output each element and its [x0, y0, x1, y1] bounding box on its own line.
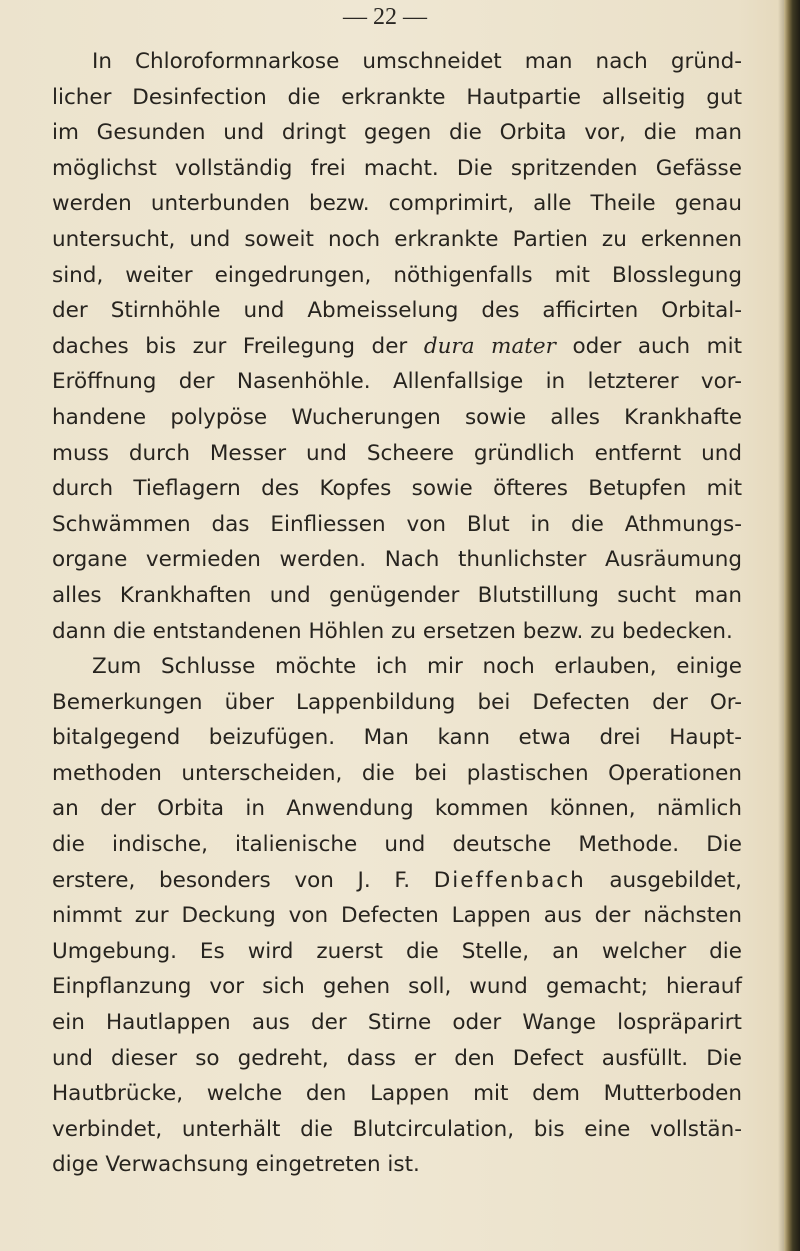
text-line: die indische, italienische und deutsche Methode. Die [52, 832, 742, 858]
text-line: untersucht, und soweit noch erkrankte Partien zu erkennen [52, 226, 742, 252]
text-segment: ausgebildet, [585, 867, 742, 893]
text-line: durch Tieflagern des Kopfes sowie öfteres Betupfen mit [52, 476, 742, 502]
body-text [52, 44, 742, 1183]
spaced-name: Dieffenbach [433, 867, 586, 893]
text-line: nimmt zur Deckung von Defecten Lappen aus der nächsten [52, 903, 742, 929]
text-line: handene polypöse Wucherungen sowie alles Krankhafte [52, 404, 742, 430]
text-line: an der Orbita in Anwendung kommen können, nämlich [52, 796, 742, 822]
text-line: dige Verwachsung eingetreten ist. [52, 1152, 420, 1178]
text-line: Umgebung. Es wird zuerst die Stelle, an welcher die [52, 938, 742, 964]
text-line: licher Desinfection die erkrankte Hautpartie allseitig gut [52, 84, 742, 110]
text-line: Eröffnung der Nasenhöhle. Allenfallsige in letzterer vor- [52, 369, 742, 395]
text-line: Schwämmen das Einfliessen von Blut in die Athmungs- [52, 511, 742, 537]
italic-term: dura mater [423, 333, 556, 359]
text-line: In Chloroformnarkose umschneidet man nach gründ- [92, 49, 742, 74]
text-line: muss durch Messer und Scheere gründlich entfernt und [52, 440, 742, 466]
text-line: dann die entstandenen Höhlen zu ersetzen bezw. zu bedecken. [52, 618, 733, 644]
text-line: der Stirnhöhle und Abmeisselung des afficirten Orbital- [52, 298, 742, 324]
text-line [52, 863, 742, 899]
text-line: Einpflanzung vor sich gehen soll, wund gemacht; hierauf [52, 974, 742, 1000]
text-line: verbindet, unterhält die Blutcirculation, bis eine vollstän- [52, 1116, 742, 1142]
text-line: alles Krankhaften und genügender Blutstillung sucht man [52, 582, 742, 608]
text-line: methoden unterscheiden, die bei plastischen Operationen [52, 760, 742, 786]
text-line: organe vermieden werden. Nach thunlichster Ausräumung [52, 547, 742, 573]
text-segment: erstere, besonders von J. F. [52, 867, 434, 893]
text-line: Bemerkungen über Lappenbildung bei Defecten der Or- [52, 689, 742, 715]
text-line: und dieser so gedreht, dass er den Defect ausfüllt. Die [52, 1045, 742, 1071]
text-line: sind, weiter eingedrungen, nöthigenfalls mit Blosslegung [52, 262, 742, 288]
text-line: werden unterbunden bezw. comprimirt, alle Theile genau [52, 191, 742, 217]
text-line: bitalgegend beizufügen. Man kann etwa drei Haupt- [52, 725, 742, 751]
text-line: Zum Schlusse möchte ich mir noch erlauben, einige [92, 654, 742, 680]
text-segment: oder auch mit [555, 333, 742, 359]
text-line: Hautbrücke, welche den Lappen mit dem Mutterboden [52, 1081, 742, 1107]
text-segment: daches bis zur Freilegung der [52, 333, 424, 359]
text-line [52, 329, 742, 365]
book-spine-edge [784, 0, 800, 1251]
text-line: möglichst vollständig frei macht. Die spritzenden Gefässe [52, 155, 742, 181]
text-line: im Gesunden und dringt gegen die Orbita vor, die man [52, 120, 742, 146]
text-line: ein Hautlappen aus der Stirne oder Wange lospräparirt [52, 1010, 742, 1036]
page-number-header: — 22 — [343, 4, 427, 30]
